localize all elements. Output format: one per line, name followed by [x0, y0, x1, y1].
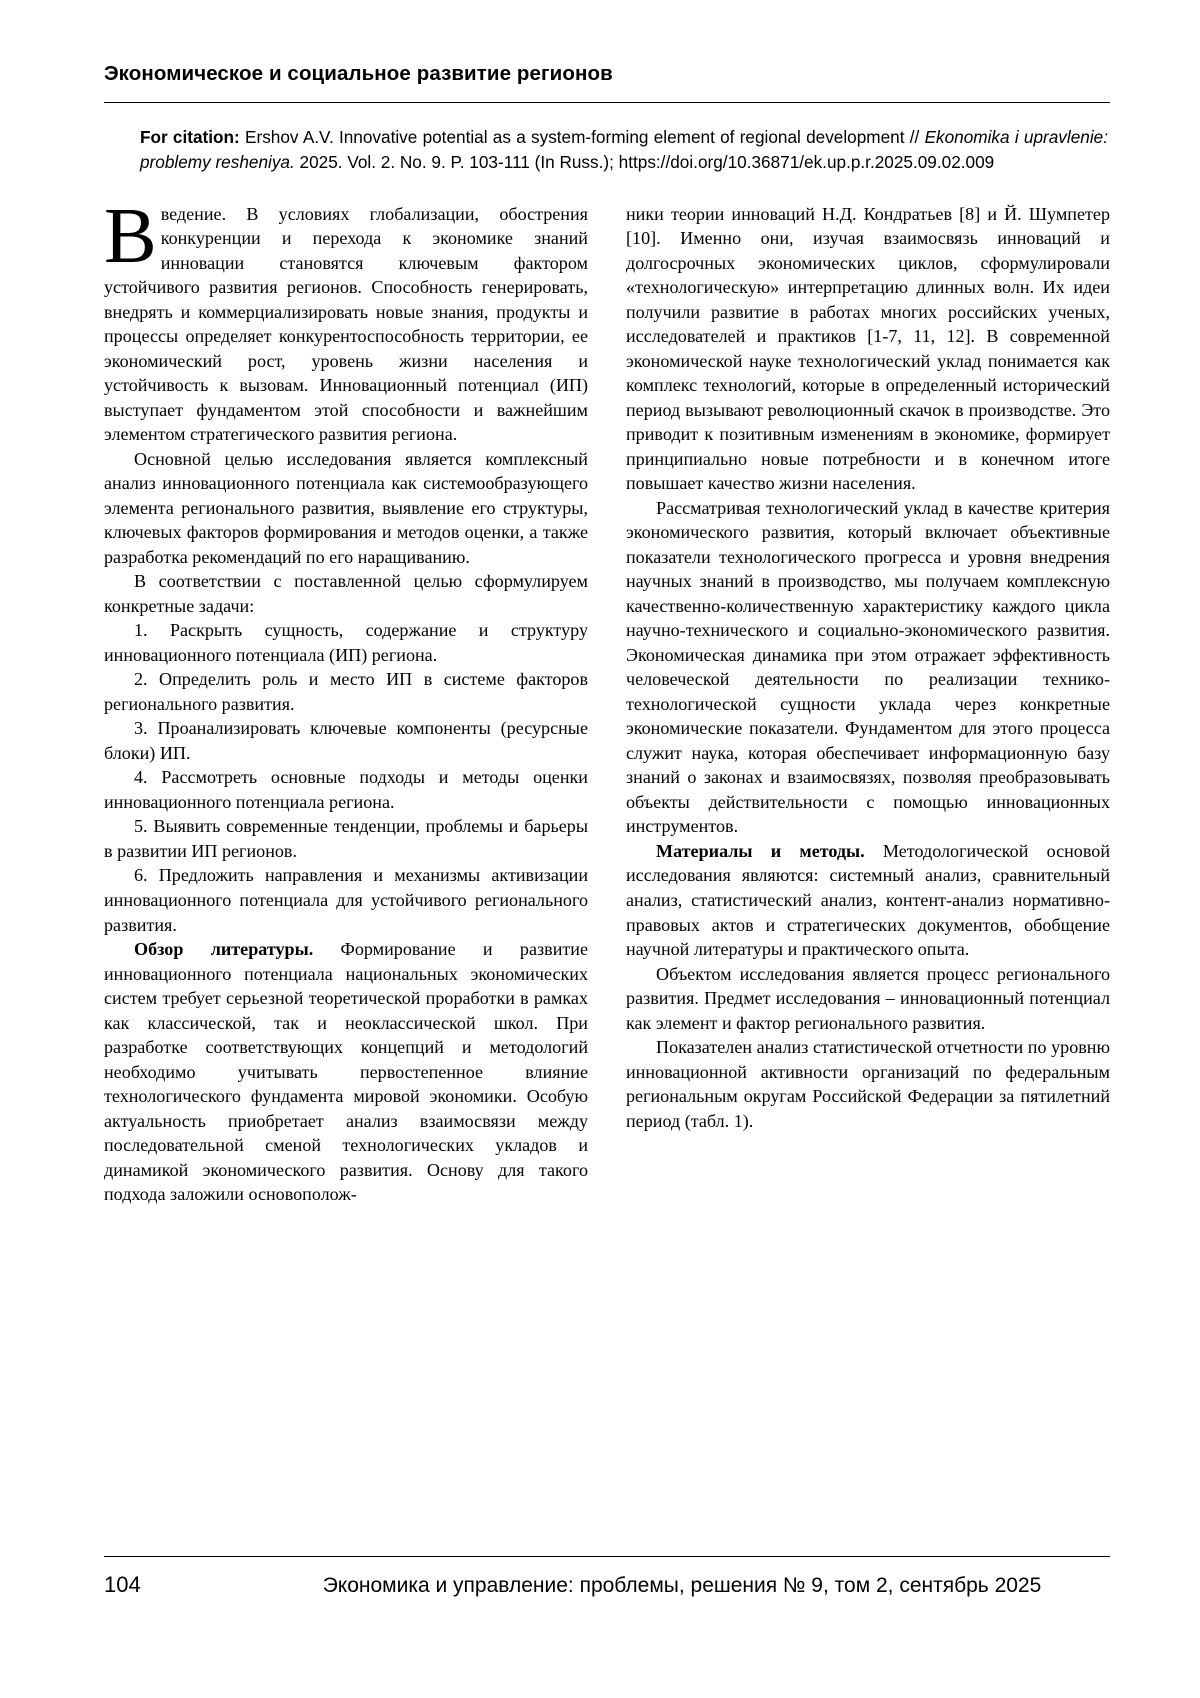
paragraph-materials-methods-text: Методологической основой исследования являются: системный анализ, сравнительный анализ, статистический анализ, контент-анализ нормативно-правовых актов и стратегических документов, обобщение научной литературы и практического опыта. [626, 840, 1111, 960]
list-item-task-6: 6. Предложить направления и механизмы активизации инновационного потенциала для устойчивого регионального развития. [104, 865, 588, 935]
paragraph-statistics-reference: Показателен анализ статистической отчетности по уровню инновационной активности организаций по федеральным региональным округам Российской Федерации за пятилетний период (табл. 1). [626, 1037, 1110, 1131]
paragraph-intro [104, 192, 588, 447]
paragraph-goal: Основной целью исследования является комплексный анализ инновационного потенциала как системообразующего элемента регионального развития, выявление его структуры, ключевых факторов формирования и методов оценки, а также разработка рекомендаций по его наращиванию. [104, 448, 588, 567]
paragraph-literature-review [104, 937, 588, 1207]
paragraph-intro-text: ведение. В условиях глобализации, обострения конкуренции и перехода к экономике знаний инновации становятся ключевым фактором устойчивого развития регионов. Способность генерировать, внедрять и коммерциализировать новые знания, продукты и процессы определяет конкурентоспособность территории, ее экономический рост, уровень жизни населения и устойчивость к вызовам. Инновационный потенциал (ИП) выступает фундаментом этой способности и важнейшим элементом стратегического развития региона. [104, 203, 588, 445]
header-divider [104, 102, 1110, 103]
page-footer [104, 1572, 1110, 1598]
paragraph-technological-order: Рассматривая технологический уклад в качестве критерия экономического развития, который включает объективные показатели технологического прогресса и уровня внедрения научных знаний в производство, мы получаем комплексную качественно-количественную характеристику каждого цикла научно-технического и социально-экономического развития. Экономическая динамика при этом отражает эффективность человеческой деятельности по реализации технико-технологической сущности уклада через конкретные экономические показатели. Фундаментом для этого процесса служит наука, которая обеспечивает информационную базу знаний о законах и взаимосвязях, позволяя преобразовывать объекты действительности с помощью инновационных инструментов. [626, 497, 1110, 837]
citation-block [104, 125, 1110, 176]
two-column-body [104, 192, 1111, 1207]
list-item-task-3: 3. Проанализировать ключевые компоненты (ресурсные блоки) ИП. [104, 718, 588, 763]
paragraph-literature-review-text: Формирование и развитие инновационного потенциала национальных экономических систем требует серьезной теоретической проработки в рамках как классической, так и неоклассической школ. При разработке соответствующих концепций и методологий необходимо учитывать первостепенное влияние технологического фундамента мировой экономики. Особую актуальность приобретает анализ взаимосвязи между последовательной сменой технологических укладов и динамикой экономического развития. Основу для такого подхода заложили основополож- [104, 939, 588, 1205]
footer-journal-line: Экономика и управление: проблемы, решения № 9, том 2, сентябрь 2025 [322, 1574, 1042, 1597]
drop-cap: В [104, 192, 157, 280]
citation-label: For citation: [140, 127, 240, 147]
running-head: Экономическое и социальное развитие регионов [104, 62, 613, 85]
section-heading-materials-methods: Материалы и методы. [656, 840, 865, 861]
list-item-task-2: 2. Определить роль и место ИП в системе факторов регионального развития. [104, 669, 588, 714]
left-column [104, 192, 588, 1207]
right-column [626, 202, 1110, 1207]
page-number: 104 [104, 1572, 141, 1597]
paragraph-continued: ники теории инноваций Н.Д. Кондратьев [8] и Й. Шумпетер [10]. Именно они, изучая взаимосвязь инноваций и долгосрочных экономических циклов, сформулировали «технологическую» интерпретацию длинных волн. Их идеи получили развитие в работах многих российских ученых, исследователей и практиков [1-7, 11, 12]. В современной экономической науке технологический уклад понимается как комплекс технологий, которые в определенный исторический период вызывают революционный скачок в производстве. Это приводит к позитивным изменениям в экономике, формирует принципиально новые потребности и в конечном итоге повышает качество жизни населения. [626, 203, 1110, 494]
list-item-task-4: 4. Рассмотреть основные подходы и методы оценки инновационного потенциала региона. [104, 767, 588, 812]
paragraph-materials-methods [626, 839, 1110, 962]
list-item-task-5: 5. Выявить современные тенденции, проблемы и барьеры в развитии ИП регионов. [104, 816, 588, 861]
paragraph-tasks-intro: В соответствии с поставленной целью сформулируем конкретные задачи: [104, 571, 588, 616]
citation-rest: 2025. Vol. 2. No. 9. P. 103-111 (In Russ.); https://doi.org/10.36871/ek.up.p.r.2025.09.02.009 [294, 152, 995, 173]
citation-journal: Ekonomika i upravlenie: problemy resheniya. [140, 127, 1108, 173]
page-content [104, 62, 1110, 1207]
citation-authors-title: Ershov A.V. Innovative potential as a system-forming element of regional development // [239, 127, 925, 147]
section-heading-literature-review: Обзор литературы. [134, 939, 314, 960]
list-item-task-1: 1. Раскрыть сущность, содержание и структуру инновационного потенциала (ИП) региона. [104, 620, 588, 665]
footer-divider [104, 1556, 1110, 1557]
paragraph-object-subject: Объектом исследования является процесс регионального развития. Предмет исследования – инновационный потенциал как элемент и фактор регионального развития. [626, 963, 1110, 1033]
